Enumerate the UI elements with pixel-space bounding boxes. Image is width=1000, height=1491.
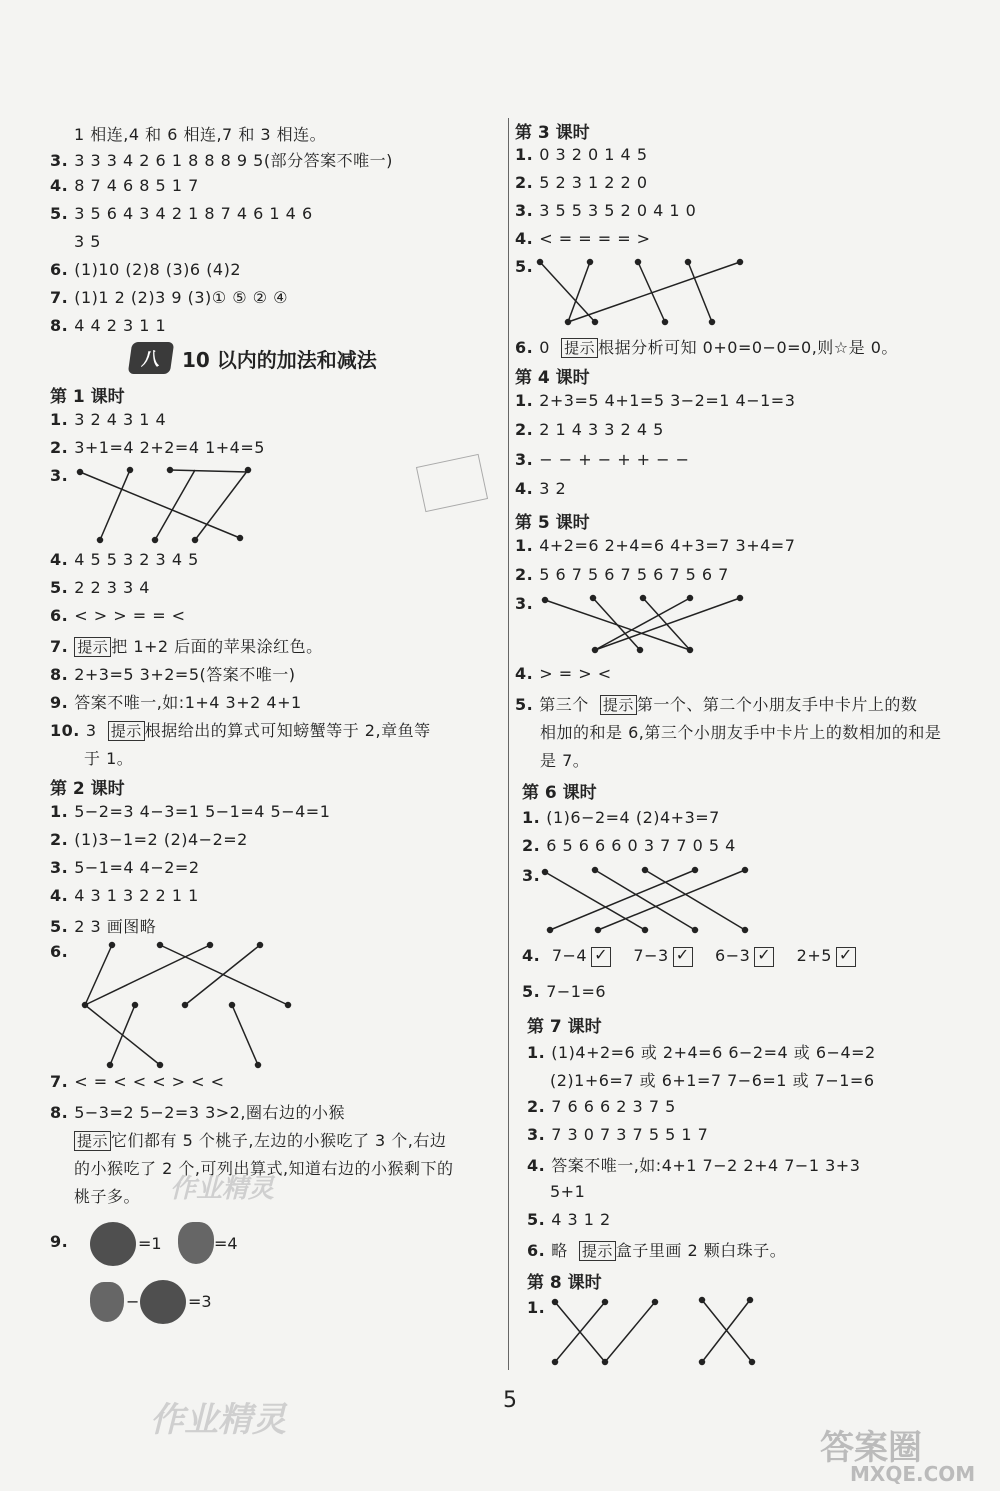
check-box-icon: [836, 947, 856, 967]
answer-line: 1. 0 3 2 0 1 4 5: [515, 145, 648, 164]
answer-line: 3 5: [74, 232, 101, 251]
watermark: 作业精灵: [150, 1400, 286, 1440]
check-box-icon: [673, 947, 693, 967]
answer-line: 2. 5 2 3 1 2 2 0: [515, 173, 648, 192]
answer-line: 9.: [50, 1232, 69, 1251]
page-number: 5: [503, 1388, 517, 1413]
answer-line: 5+1: [550, 1182, 586, 1201]
answer-line: 1. 5−2=3 4−3=1 5−1=4 5−4=1: [50, 802, 331, 821]
strawberry-icon: [90, 1282, 124, 1322]
answer-line: 5. 2 2 3 3 4: [50, 578, 150, 597]
answer-line: 3.: [50, 466, 69, 485]
answer-line: 4. 答案不唯一,如:4+1 7−2 2+4 7−1 3+3: [527, 1156, 861, 1175]
answer-line: 5.: [515, 257, 534, 276]
apple-icon: [140, 1280, 186, 1324]
answer-line: 5. 4 3 1 2: [527, 1210, 611, 1229]
answer-line: 1. 2+3=5 4+1=5 3−2=1 4−1=3: [515, 391, 796, 410]
lesson-heading: 第 6 课时: [522, 783, 597, 803]
answer-line: 1.: [527, 1298, 546, 1317]
answer-line: 4. > = > <: [515, 664, 612, 683]
strawberry-icon: [178, 1222, 214, 1264]
lesson-heading: 第 3 课时: [515, 123, 590, 143]
answer-line: 5. 2 3 画图略: [50, 917, 157, 936]
answer-line: 7. 提示 把 1+2 后面的苹果涂红色。: [50, 637, 323, 656]
answer-line: 6.: [50, 942, 69, 961]
section-badge: 八: [128, 342, 174, 374]
answer-line: 的小猴吃了 2 个,可列出算式,知道右边的小猴剩下的: [74, 1159, 454, 1178]
answer-line: 6. < > > = = <: [50, 606, 186, 625]
answer-line: 桃子多。: [74, 1187, 141, 1206]
answer-line: 1 相连,4 和 6 相连,7 和 3 相连。: [74, 125, 327, 144]
answer-line: 2. 3+1=4 2+2=4 1+4=5: [50, 438, 265, 457]
answer-line: 6. 0 提示 根据分析可知 0+0=0−0=0,则☆是 0。: [515, 338, 898, 357]
answer-line: 7. < = < < < > < <: [50, 1072, 225, 1091]
answer-line: 4. 4 3 1 3 2 2 1 1: [50, 886, 199, 905]
answer-line: 4. < = = = = >: [515, 229, 651, 248]
equation-result: =3: [188, 1292, 212, 1311]
answer-line: 2. 5 6 7 5 6 7 5 6 7 5 6 7: [515, 565, 729, 584]
answer-line: 8. 4 4 2 3 1 1: [50, 316, 167, 335]
lesson-heading: 第 1 课时: [50, 387, 125, 407]
lesson-heading: 第 8 课时: [527, 1273, 602, 1293]
answer-line: 3. 7 3 0 7 3 7 5 5 1 7: [527, 1125, 709, 1144]
site-url: MXQE.COM: [850, 1462, 976, 1486]
answer-line: 5. 第三个 提示 第一个、第二个小朋友手中卡片上的数: [515, 695, 918, 714]
answer-line: 6. (1)10 (2)8 (3)6 (4)2: [50, 260, 242, 279]
answer-line: 1. (1)4+2=6 或 2+4=6 6−2=4 或 6−4=2: [527, 1043, 876, 1062]
answer-line: 5. 3 5 6 4 3 4 2 1 8 7 4 6 1 4 6: [50, 204, 313, 223]
answer-line: 4. 8 7 4 6 8 5 1 7: [50, 176, 199, 195]
answer-line: 9. 答案不唯一,如:1+4 3+2 4+1: [50, 693, 302, 712]
answer-line: 4. 4 5 5 3 2 3 4 5: [50, 550, 199, 569]
answer-line: 10. 3 提示 根据给出的算式可知螃蟹等于 2,章鱼等: [50, 721, 431, 740]
check-box-icon: [754, 947, 774, 967]
answer-line: 1. 4+2=6 2+4=6 4+3=7 3+4=7: [515, 536, 796, 555]
answer-line: 是 7。: [540, 751, 590, 770]
column-divider: [508, 118, 509, 1370]
answer-line: 于 1。: [84, 749, 134, 768]
answer-line: 3. 3 3 3 4 2 6 1 8 8 8 9 5(部分答案不唯一): [50, 151, 393, 170]
section-heading: 10 以内的加法和减法: [182, 347, 377, 372]
answer-line: 4. 7−4✓ 7−3✓ 6−3✓ 2+5✓: [522, 946, 856, 967]
answer-line: 2. (1)3−1=2 (2)4−2=2: [50, 830, 248, 849]
answer-line: 提示 它们都有 5 个桃子,左边的小猴吃了 3 个,右边: [74, 1128, 446, 1151]
answer-line: 3. − − + − + + − −: [515, 450, 690, 469]
answer-line: 8. 5−3=2 5−2=3 3>2,圈右边的小猴: [50, 1103, 345, 1122]
answer-line: 3.: [515, 594, 534, 613]
answer-line: 6. 略 提示 盒子里画 2 颗白珠子。: [527, 1241, 787, 1260]
answer-line: 1. 3 2 4 3 1 4: [50, 410, 167, 429]
answer-line: 2. 7 6 6 6 2 3 7 5: [527, 1097, 676, 1116]
answer-line: 8. 2+3=5 3+2=5(答案不唯一): [50, 665, 296, 684]
answer-line: 3.: [522, 866, 541, 885]
site-logo: 答案圈: [820, 1428, 922, 1468]
answer-line: 4. 3 2: [515, 479, 567, 498]
minus-sign: −: [126, 1292, 140, 1311]
answer-line: 7. (1)1 2 (2)3 9 (3)① ⑤ ② ④: [50, 288, 288, 307]
answer-line: 相加的和是 6,第三个小朋友手中卡片上的数相加的和是: [540, 723, 942, 742]
lesson-heading: 第 4 课时: [515, 368, 590, 388]
apple-icon: [90, 1222, 136, 1266]
answer-line: 3. 3 5 5 3 5 2 0 4 1 0: [515, 201, 697, 220]
lesson-heading: 第 5 课时: [515, 513, 590, 533]
answer-line: 3. 5−1=4 4−2=2: [50, 858, 200, 877]
answer-line: 1. (1)6−2=4 (2)4+3=7: [522, 808, 720, 827]
answer-line: (2)1+6=7 或 6+1=7 7−6=1 或 7−1=6: [550, 1071, 875, 1090]
answer-line: 5. 7−1=6: [522, 982, 607, 1001]
watermark: 作业精灵: [170, 1174, 275, 1204]
lesson-heading: 第 7 课时: [527, 1017, 602, 1037]
equation-result: =4: [214, 1234, 238, 1253]
answer-line: 2. 6 5 6 6 6 0 3 7 7 0 5 4: [522, 836, 736, 855]
check-box-icon: [591, 947, 611, 967]
lesson-heading: 第 2 课时: [50, 779, 125, 799]
equation-result: =1: [138, 1234, 162, 1253]
answer-line: 2. 2 1 4 3 3 2 4 5: [515, 420, 664, 439]
